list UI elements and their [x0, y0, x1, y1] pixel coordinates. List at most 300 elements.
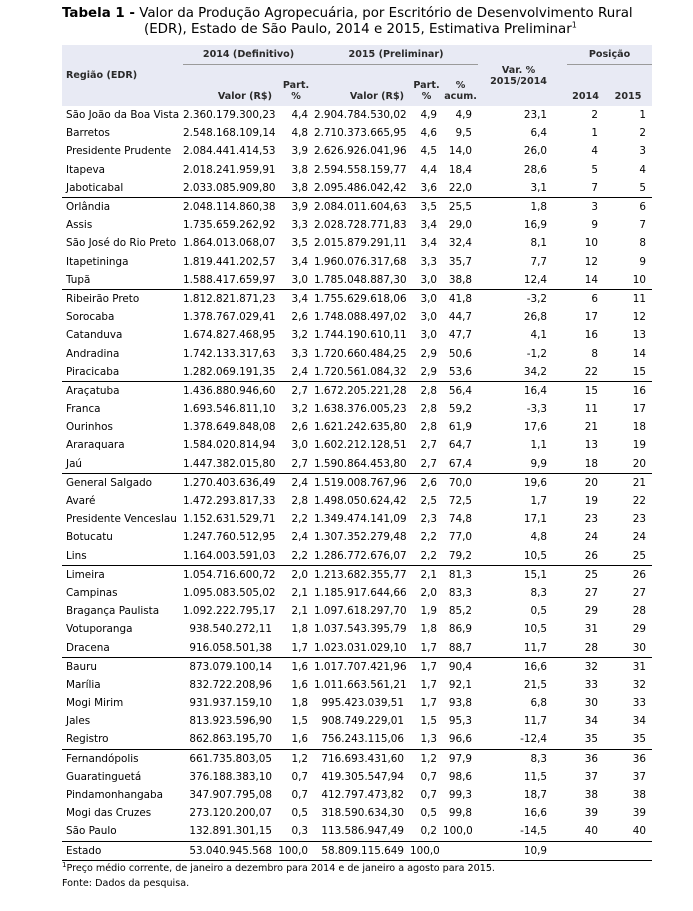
table-row: [62, 216, 652, 234]
cell-variacao: 11,5: [523, 770, 548, 783]
spacer-cell: [559, 418, 567, 436]
cell-part-2014: 0,7: [291, 770, 309, 783]
cell-valor-2014: 53.040.945.568: [183, 841, 278, 860]
cell-posicao-2015: 34: [632, 715, 647, 728]
cell-valor-2015: 1.185.917.644,66: [314, 586, 407, 599]
cell-acumulado: 90,4: [443, 657, 478, 676]
cell-posicao-2014: 40: [584, 825, 599, 838]
cell-variacao: 21,5: [523, 678, 548, 691]
cell-variacao: 17,1: [523, 513, 548, 526]
cell-part-2014: 3,9: [278, 197, 314, 216]
cell-part-2015: 2,9: [420, 347, 438, 360]
cell-part-2015: 1,2: [410, 749, 443, 768]
cell-regiao: Ribeirão Preto: [62, 289, 183, 308]
cell-acumulado: 99,3: [448, 789, 473, 802]
cell-posicao-2015: 22: [632, 495, 647, 508]
cell-valor-2015: 756.243.115,06: [321, 733, 405, 746]
spacer-cell: [559, 768, 567, 786]
cell-posicao-2015: 9: [639, 255, 647, 268]
cell-part-2014: 3,3: [291, 219, 309, 232]
table-row: [62, 730, 652, 749]
cell-acumulado: 59,2: [448, 403, 473, 416]
cell-acumulado: 4,9: [455, 109, 473, 122]
cell-regiao: Andradina: [66, 347, 120, 360]
cell-part-2014: 3,9: [291, 145, 309, 158]
cell-regiao: Presidente Venceslau: [66, 513, 177, 526]
cell-variacao: 1,7: [530, 495, 548, 508]
cell-part-2015: 3,0: [420, 273, 438, 286]
cell-posicao-2014: 37: [584, 770, 599, 783]
cell-regiao: Mogi das Cruzes: [66, 807, 152, 820]
spacer-cell: [559, 676, 567, 694]
header-2014-definitivo: 2014 (Definitivo): [183, 45, 314, 65]
cell-valor-2014: 2.360.179.300,23: [183, 109, 276, 122]
header-acumulado: % acum.: [443, 65, 478, 107]
cell-variacao: 16,6: [478, 657, 559, 676]
cell-part-2014: 3,2: [291, 403, 309, 416]
cell-acumulado: 53,6: [448, 365, 473, 378]
cell-part-2014: 1,5: [291, 715, 309, 728]
cell-valor-2015: 2.015.879.291,11: [314, 237, 407, 250]
cell-valor-2015: 412.797.473,82: [321, 789, 405, 802]
cell-valor-2015: 1.286.772.676,07: [314, 549, 407, 562]
cell-acumulado: 70,0: [443, 473, 478, 492]
spacer-cell: [559, 363, 567, 382]
cell-valor-2014: 2.018.241.959,91: [183, 163, 276, 176]
cell-posicao-2015: 15: [632, 365, 647, 378]
cell-posicao-2015: 23: [632, 513, 647, 526]
cell-posicao-2014: 25: [567, 565, 604, 584]
cell-posicao-2014: 26: [584, 549, 599, 562]
cell-valor-2014: 1.819.441.202,57: [183, 255, 276, 268]
cell-posicao-2014: 4: [591, 145, 599, 158]
cell-part-2014: 3,0: [291, 273, 309, 286]
cell-posicao-2015: 27: [632, 586, 647, 599]
cell-valor-2014: 931.937.159,10: [189, 697, 272, 710]
cell-posicao-2014: 20: [567, 473, 604, 492]
cell-posicao-2014: 17: [584, 311, 599, 324]
cell-variacao: 16,6: [523, 807, 548, 820]
table-row: [62, 528, 652, 546]
cell-posicao-2014: 39: [584, 807, 599, 820]
spacer-cell: [559, 510, 567, 528]
cell-posicao-2014: 2: [591, 109, 599, 122]
cell-valor-2015: 1.602.212.128,51: [314, 439, 407, 452]
cell-posicao-2015: 35: [632, 733, 647, 746]
table-row: [62, 768, 652, 786]
cell-valor-2015: 113.586.947,49: [321, 825, 405, 838]
cell-posicao-2014: 27: [584, 586, 599, 599]
cell-valor-2014: 832.722.208,96: [189, 678, 272, 691]
cell-posicao-2015: 19: [632, 439, 647, 452]
cell-part-2015: 0,5: [420, 807, 438, 820]
cell-part-2014: 3,8: [291, 163, 309, 176]
cell-part-2015: 4,4: [420, 163, 438, 176]
cell-part-2015: 3,6: [420, 181, 438, 194]
cell-valor-2014: 1.092.222.795,17: [183, 605, 276, 618]
cell-posicao-2014: 16: [584, 329, 599, 342]
cell-part-2015: 2,0: [420, 586, 438, 599]
cell-posicao-2015: 13: [632, 329, 647, 342]
spacer-cell: [559, 492, 567, 510]
cell-regiao: Tupã: [66, 273, 91, 286]
cell-part-2015: 2,3: [420, 513, 438, 526]
cell-valor-2014: 2.033.085.909,80: [183, 181, 276, 194]
cell-valor-2014: 1.742.133.317,63: [183, 347, 276, 360]
cell-valor-2015: 1.017.707.421,96: [314, 657, 410, 676]
spacer-cell: [559, 124, 567, 142]
cell-valor-2015: 1.744.190.610,11: [314, 329, 407, 342]
source-note: Fonte: Dados da pesquisa.: [62, 878, 190, 889]
cell-regiao: São João da Boa Vista: [66, 109, 180, 122]
cell-variacao: 23,1: [523, 109, 548, 122]
table-row: [62, 676, 652, 694]
cell-acumulado: 67,4: [448, 457, 473, 470]
cell-posicao-2015: 18: [632, 421, 647, 434]
cell-regiao: Bauru: [62, 657, 183, 676]
cell-posicao-2015: 17: [632, 403, 647, 416]
cell-part-2014: 3,8: [291, 181, 309, 194]
cell-posicao-2014: 28: [584, 641, 599, 654]
cell-acumulado: 100,0: [443, 825, 473, 838]
cell-valor-2014: 1.864.013.068,07: [183, 237, 276, 250]
spacer-cell: [559, 730, 567, 749]
cell-valor-2014: 2.048.114.860,38: [183, 197, 278, 216]
cell-part-2015: 1,7: [420, 641, 438, 654]
cell-valor-2015: 716.693.431,60: [314, 749, 410, 768]
cell-variacao: 12,4: [523, 273, 548, 286]
cell-valor-2014: 1.378.767.029,41: [183, 311, 276, 324]
cell-variacao: 6,8: [530, 697, 548, 710]
spacer-cell: [559, 786, 567, 804]
cell-posicao-2015: 40: [632, 825, 647, 838]
cell-acumulado: 18,4: [448, 163, 473, 176]
cell-part-2014: 4,8: [291, 127, 309, 140]
cell-posicao-2015: 11: [604, 289, 652, 308]
cell-posicao-2014: 15: [567, 381, 604, 400]
cell-part-2014: 3,4: [278, 289, 314, 308]
cell-part-2015: 4,5: [420, 145, 438, 158]
cell-acumulado: 98,6: [448, 770, 473, 783]
spacer-cell: [559, 602, 567, 620]
cell-variacao: 11,7: [523, 641, 548, 654]
table-row: [62, 234, 652, 252]
cell-regiao: Catanduva: [66, 329, 123, 342]
cell-part-2015: 1,3: [420, 733, 438, 746]
cell-part-2014: 0,7: [291, 789, 309, 802]
table-row: [62, 694, 652, 712]
cell-regiao: Registro: [66, 733, 109, 746]
cell-posicao-2014: 38: [584, 789, 599, 802]
cell-posicao-2014: 8: [591, 347, 599, 360]
cell-valor-2015: 2.594.558.159,77: [314, 163, 407, 176]
cell-regiao: Pindamonhangaba: [66, 789, 164, 802]
cell-part-2015: 4,9: [420, 109, 438, 122]
table-row: [62, 455, 652, 474]
cell-acumulado: 96,6: [448, 733, 473, 746]
cell-posicao-2014: 14: [584, 273, 599, 286]
cell-variacao: 4,8: [530, 531, 548, 544]
cell-posicao-2014: 34: [584, 715, 599, 728]
cell-valor-2014: 2.548.168.109,14: [183, 127, 276, 140]
cell-variacao: 3,1: [530, 181, 548, 194]
cell-regiao: Guaratinguetá: [66, 770, 142, 783]
cell-variacao: 19,6: [478, 473, 559, 492]
table-row: [62, 253, 652, 271]
cell-valor-2014: 1.472.293.817,33: [183, 495, 276, 508]
cell-posicao-2014: 35: [584, 733, 599, 746]
cell-acumulado: 22,0: [448, 181, 473, 194]
table-row: [62, 492, 652, 510]
header-valor-2014: Valor (R$): [183, 65, 278, 107]
table-row: [62, 197, 652, 216]
cell-valor-2014: 132.891.301,15: [189, 825, 272, 838]
cell-regiao: Itapeva: [66, 163, 106, 176]
spacer-cell: [559, 436, 567, 454]
cell-regiao: Itapetininga: [66, 255, 129, 268]
header-valor-2015: Valor (R$): [314, 65, 410, 107]
cell-posicao-2014: 29: [584, 605, 599, 618]
cell-valor-2015: 1.519.008.767,96: [314, 473, 410, 492]
header-regiao: Região (EDR): [62, 45, 183, 106]
cell-valor-2015: 2.626.926.041,96: [314, 145, 407, 158]
cell-valor-2015: 908.749.229,01: [321, 715, 405, 728]
cell-part-2014: 1,2: [278, 749, 314, 768]
cell-part-2014: 2,2: [291, 513, 309, 526]
spacer-cell: [559, 308, 567, 326]
cell-posicao-2014: 23: [584, 513, 599, 526]
cell-part-2015: 3,5: [410, 197, 443, 216]
cell-posicao-2015: 3: [639, 145, 647, 158]
cell-valor-2014: 813.923.596,90: [189, 715, 272, 728]
cell-variacao: -3,2: [478, 289, 559, 308]
cell-posicao-2014: 7: [591, 181, 599, 194]
cell-acumulado: 14,0: [448, 145, 473, 158]
cell-valor-2015: 1.621.242.635,80: [314, 421, 407, 434]
cell-valor-2015: 1.720.660.484,25: [314, 347, 407, 360]
cell-regiao: São Paulo: [66, 825, 117, 838]
cell-regiao: Barretos: [66, 127, 110, 140]
cell-part-2014: 2,4: [291, 531, 309, 544]
cell-regiao: Presidente Prudente: [66, 145, 172, 158]
cell-variacao: 15,1: [478, 565, 559, 584]
spacer-cell: [559, 804, 567, 822]
cell-acumulado: 93,8: [448, 697, 473, 710]
cell-posicao-2014: 30: [584, 697, 599, 710]
spacer-cell: [559, 234, 567, 252]
cell-acumulado: 97,9: [443, 749, 478, 768]
cell-posicao-2015: 29: [632, 623, 647, 636]
header-posicao-2014: 2014: [567, 65, 604, 107]
cell-valor-2015: 2.084.011.604,63: [314, 197, 410, 216]
table-row: [62, 473, 652, 492]
spacer-cell: [559, 179, 567, 198]
cell-posicao-2015: 6: [604, 197, 652, 216]
cell-valor-2014: 2.084.441.414,53: [183, 145, 276, 158]
cell-regiao: Lins: [66, 549, 87, 562]
cell-acumulado: 32,4: [448, 237, 473, 250]
cell-part-2015: 1,7: [410, 657, 443, 676]
table-row: [62, 804, 652, 822]
spacer-cell: [559, 197, 567, 216]
cell-posicao-2014: 31: [584, 623, 599, 636]
cell-regiao: São José do Rio Preto: [66, 237, 177, 250]
spacer-cell: [559, 142, 567, 160]
cell-part-2015: 0,7: [420, 770, 438, 783]
spacer-cell: [559, 289, 567, 308]
cell-part-2014: 2,7: [291, 457, 309, 470]
cell-regiao: Araçatuba: [62, 381, 183, 400]
cell-acumulado: 95,3: [448, 715, 473, 728]
cell-regiao: Jaboticabal: [66, 181, 124, 194]
cell-posicao-2014: 32: [567, 657, 604, 676]
cell-variacao: 8,3: [478, 749, 559, 768]
header-variacao: Var. % 2015/2014: [478, 45, 559, 106]
cell-part-2014: 3,3: [291, 347, 309, 360]
cell-posicao-2014: 10: [584, 237, 599, 250]
cell-part-2014: 1,6: [278, 657, 314, 676]
cell-regiao: Orlândia: [62, 197, 183, 216]
cell-acumulado: 9,5: [455, 127, 473, 140]
cell-valor-2014: 661.735.803,05: [183, 749, 278, 768]
table-row: [62, 400, 652, 418]
cell-variacao: 10,5: [523, 549, 548, 562]
cell-part-2014: 1,8: [291, 697, 309, 710]
cell-acumulado: 44,7: [448, 311, 473, 324]
cell-valor-2014: 1.674.827.468,95: [183, 329, 276, 342]
cell-part-2014: 3,2: [291, 329, 309, 342]
table-row: [62, 510, 652, 528]
cell-posicao-2015: 10: [632, 273, 647, 286]
cell-variacao: 7,7: [530, 255, 548, 268]
cell-regiao: Assis: [66, 219, 93, 232]
cell-valor-2014: 1.735.659.262,92: [183, 219, 276, 232]
cell-variacao: 10,9: [478, 841, 559, 860]
spacer-cell: [559, 841, 567, 860]
cell-acumulado: 85,2: [448, 605, 473, 618]
cell-part-2015: 2,6: [410, 473, 443, 492]
cell-part-2014: 1,6: [291, 678, 309, 691]
cell-posicao-2015: 32: [632, 678, 647, 691]
cell-part-2014: 2,7: [278, 381, 314, 400]
cell-variacao: -1,2: [526, 347, 548, 360]
cell-variacao: 9,9: [530, 457, 548, 470]
cell-part-2015: 3,0: [420, 311, 438, 324]
cell-part-2014: 2,0: [278, 565, 314, 584]
header-part-2015: Part. %: [410, 65, 443, 107]
cell-part-2014: 3,4: [291, 255, 309, 268]
total-row: [62, 841, 652, 860]
cell-regiao: General Salgado: [62, 473, 183, 492]
cell-posicao-2015: 26: [604, 565, 652, 584]
cell-valor-2015: 1.672.205.221,28: [314, 381, 410, 400]
cell-part-2015: 2,8: [410, 381, 443, 400]
cell-variacao: 17,6: [523, 421, 548, 434]
spacer-cell: [559, 547, 567, 566]
cell-acumulado: 29,0: [448, 219, 473, 232]
cell-part-2014: 100,0: [278, 841, 314, 860]
cell-posicao-2014: 5: [591, 163, 599, 176]
table-row: [62, 620, 652, 638]
cell-variacao: 26,8: [523, 311, 548, 324]
cell-part-2014: 2,4: [278, 473, 314, 492]
cell-valor-2015: 1.720.561.084,32: [314, 365, 407, 378]
cell-part-2014: 0,5: [291, 807, 309, 820]
cell-valor-2015: 995.423.039,51: [321, 697, 405, 710]
cell-variacao: 16,9: [523, 219, 548, 232]
cell-posicao-2015: 8: [639, 237, 647, 250]
footnote-marker: 1: [62, 860, 67, 869]
cell-part-2015: 2,5: [420, 495, 438, 508]
cell-part-2014: 2,2: [291, 549, 309, 562]
spacer-cell: [559, 657, 567, 676]
cell-variacao: 16,4: [478, 381, 559, 400]
cell-posicao-2015: 20: [632, 457, 647, 470]
cell-variacao: -14,5: [520, 825, 548, 838]
cell-acumulado: 77,0: [448, 531, 473, 544]
spacer-cell: [559, 620, 567, 638]
cell-posicao-2015: 7: [639, 219, 647, 232]
cell-variacao: 1,1: [530, 439, 548, 452]
cell-valor-2014: 1.054.716.600,72: [183, 565, 278, 584]
cell-valor-2015: 1.037.543.395,79: [314, 623, 407, 636]
production-value-table: [62, 45, 652, 861]
cell-regiao: Estado: [62, 841, 183, 860]
spacer-cell: [559, 638, 567, 657]
header-posicao: Posição: [567, 45, 652, 65]
cell-valor-2014: 347.907.795,08: [189, 789, 272, 802]
cell-part-2015: 3,0: [420, 329, 438, 342]
cell-posicao-2014: 6: [567, 289, 604, 308]
cell-acumulado: 72,5: [448, 495, 473, 508]
cell-posicao-2015: [604, 841, 652, 860]
cell-posicao-2014: 13: [584, 439, 599, 452]
cell-posicao-2014: 3: [567, 197, 604, 216]
cell-valor-2015: 1.590.864.453,80: [314, 457, 407, 470]
cell-valor-2014: 1.584.020.814,94: [183, 439, 276, 452]
table-body: [62, 106, 652, 860]
cell-part-2015: 1,9: [420, 605, 438, 618]
cell-posicao-2014: 18: [584, 457, 599, 470]
cell-part-2014: 2,1: [291, 605, 309, 618]
cell-regiao: Avaré: [66, 495, 96, 508]
cell-acumulado: 64,7: [448, 439, 473, 452]
cell-valor-2014: 1.270.403.636,49: [183, 473, 278, 492]
cell-valor-2014: 938.540.272,11: [189, 623, 272, 636]
cell-posicao-2014: 1: [591, 127, 599, 140]
cell-valor-2014: 1.282.069.191,35: [183, 365, 276, 378]
cell-acumulado: 25,5: [443, 197, 478, 216]
cell-regiao: Dracena: [66, 641, 110, 654]
cell-valor-2015: 1.307.352.279,48: [314, 531, 407, 544]
cell-part-2015: 100,0: [410, 841, 443, 860]
spacer-cell: [559, 400, 567, 418]
cell-part-2015: 2,8: [420, 403, 438, 416]
cell-acumulado: 86,9: [448, 623, 473, 636]
cell-part-2015: 2,2: [420, 549, 438, 562]
cell-acumulado: 41,8: [443, 289, 478, 308]
cell-posicao-2015: 28: [632, 605, 647, 618]
cell-posicao-2015: 4: [639, 163, 647, 176]
spacer-cell: [559, 694, 567, 712]
cell-valor-2015: 58.809.115.649: [314, 841, 410, 860]
cell-posicao-2015: 1: [639, 109, 647, 122]
cell-part-2015: 3,4: [420, 237, 438, 250]
table-row: [62, 142, 652, 160]
cell-valor-2015: 1.213.682.355,77: [314, 565, 410, 584]
cell-regiao: Bragança Paulista: [66, 605, 160, 618]
cell-valor-2015: 1.785.048.887,30: [314, 273, 407, 286]
